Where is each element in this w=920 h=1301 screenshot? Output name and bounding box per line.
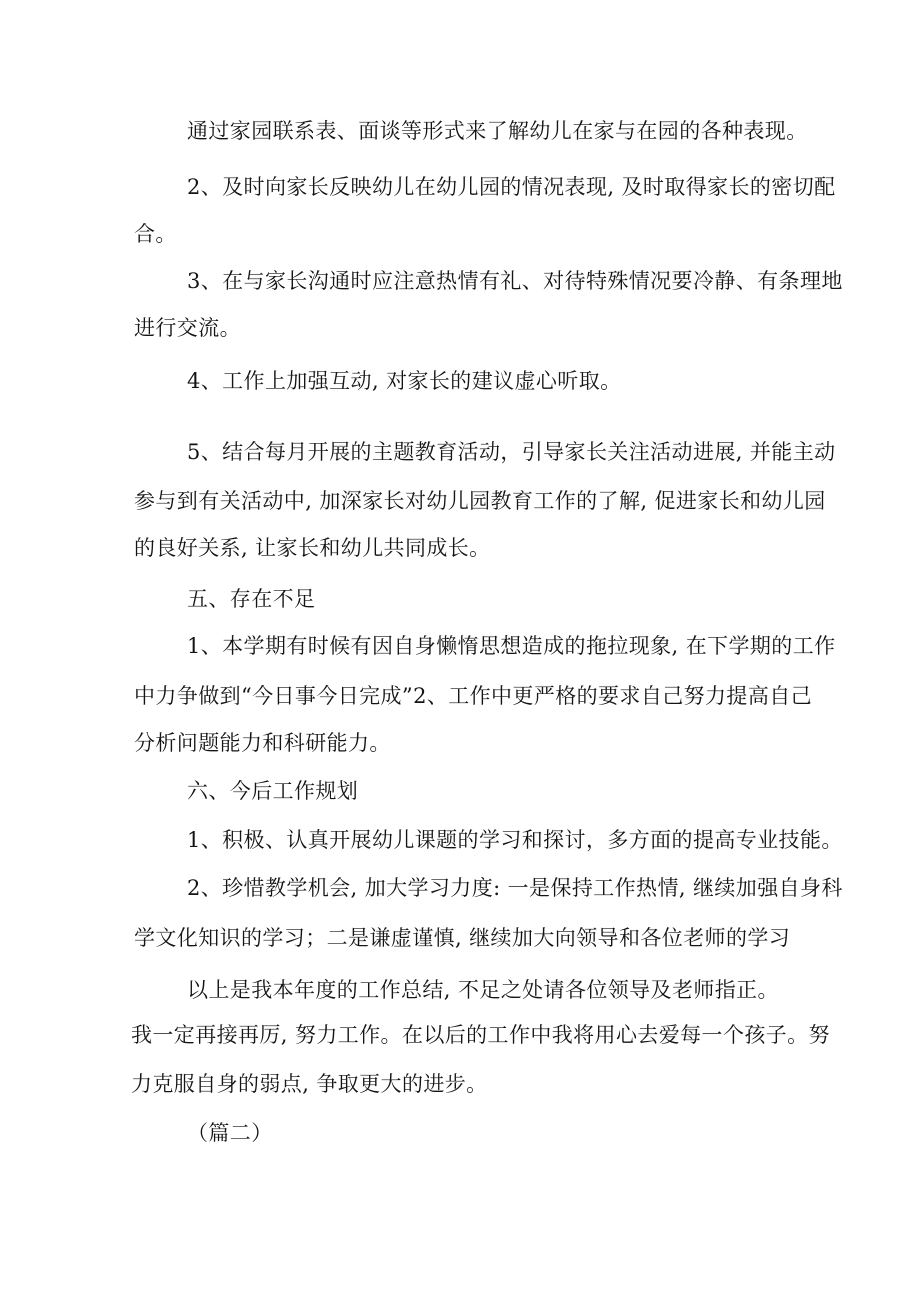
text-line: 以上是我本年度的工作总结, 不足之处请各位领导及老师指正。 [187,978,779,1002]
text-line: 5、结合每月开展的主题教育活动，引导家长关注活动进展, 并能主动 [187,440,836,464]
section-heading: 六、今后工作规划 [187,779,359,803]
text-line: 通过家园联系表、面谈等形式来了解幼儿在家与在园的各种表现。 [187,119,808,143]
text-line: 我一定再接再厉, 努力工作。在以后的工作中我将用心去爱每一个孩子。努 [131,1023,830,1047]
text-line: 3、在与家长沟通时应注意热情有礼、对待特殊情况要冷静、有条理地 [187,269,843,293]
text-line: 学文化知识的学习；二是谦虚谨慎, 继续加大向领导和各位老师的学习 [134,926,791,950]
section-heading: 五、存在不足 [187,587,316,611]
text-line: 2、珍惜教学机会, 加大学习力度: 一是保持工作热情, 继续加强自身科 [187,876,843,900]
part-label: （篇二） [187,1121,273,1145]
text-line: 1、本学期有时候有因自身懒惰思想造成的拖拉现象, 在下学期的工作 [187,634,836,658]
text-line: 进行交流。 [134,316,241,340]
text-line: 的良好关系, 让家长和幼儿共同成长。 [134,536,491,560]
text-line: 力克服自身的弱点, 争取更大的进步。 [131,1072,488,1096]
text-line: 分析问题能力和科研能力。 [134,731,391,755]
text-line: 2、及时向家长反映幼儿在幼儿园的情况表现, 及时取得家长的密切配 [187,175,836,199]
text-line: 4、工作上加强互动, 对家长的建议虚心听取。 [187,369,622,393]
text-line: 中力争做到“今日事今日完成”2、工作中更严格的要求自己努力提高自己 [134,684,813,708]
text-line: 1、积极、认真开展幼儿课题的学习和探讨，多方面的提高专业技能。 [187,828,843,852]
text-line: 合。 [134,222,177,246]
text-line: 参与到有关活动中, 加深家长对幼儿园教育工作的了解, 促进家长和幼儿园 [134,489,826,513]
